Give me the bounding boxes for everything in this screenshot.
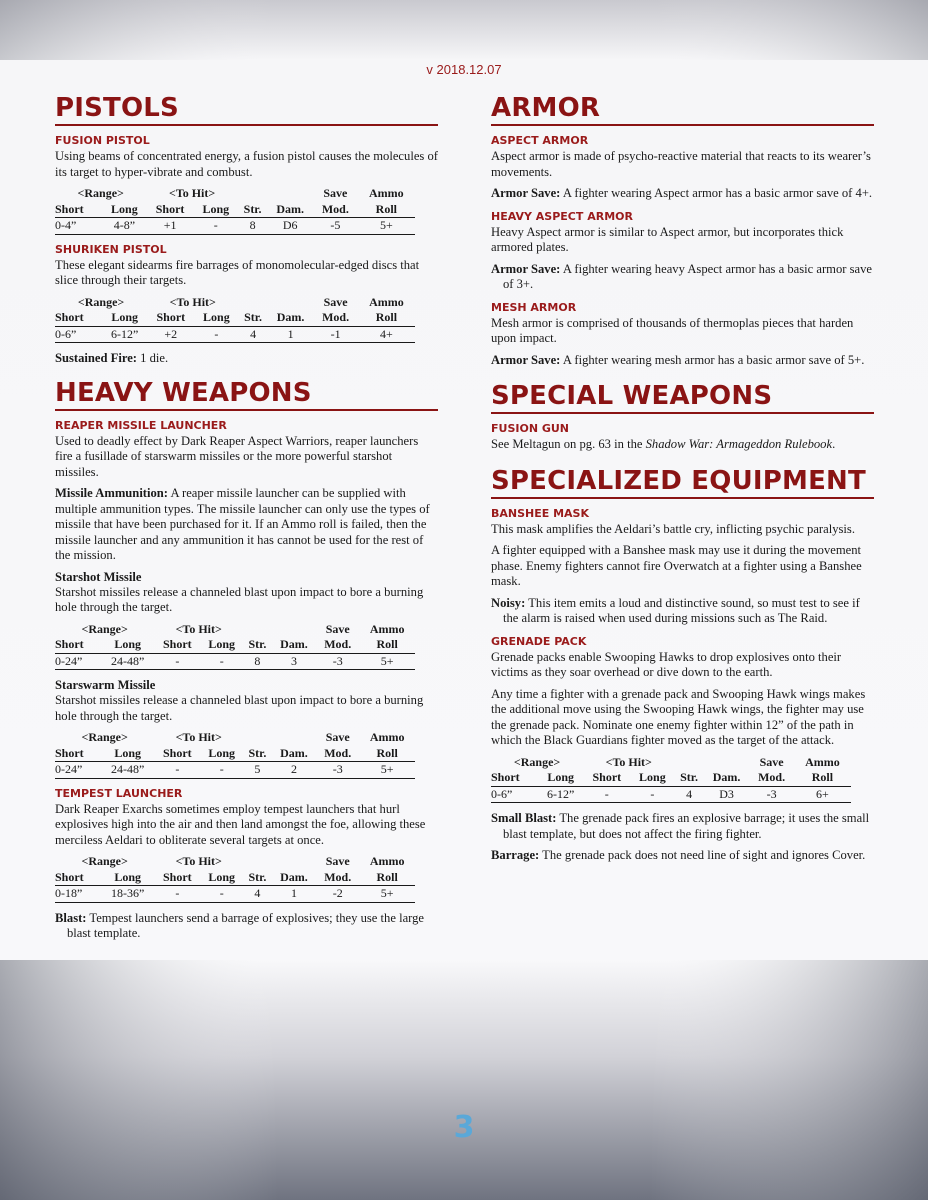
section-title-special-weapons: SPECIAL WEAPONS [491, 380, 874, 414]
stat-row: 0-6” 6-12” - - 4 D3 -3 6+ [491, 786, 851, 803]
weapon-name: SHURIKEN PISTOL [55, 242, 167, 256]
equipment-name: BANSHEE MASK [491, 506, 589, 520]
col-long: Long [194, 202, 238, 218]
special-rule: Missile Ammunition: A reaper missile launcher can be supplied with multiple ammunition types. The missile launcher can only use the types of missile that have been purchased for it. If an Ammo roll is failed, then the missile launcher and any ammunition it has cannot be used for the rest of the mission. [55, 486, 430, 562]
to-hit-header: ˂To Hit˃ [168, 186, 216, 200]
col-mod: Mod. [313, 202, 358, 218]
armor-description: Aspect armor is made of psycho-reactive material that reacts to its wearer’s movements. [491, 149, 871, 179]
special-rule: Noisy: This item emits a loud and distinctive sound, so must test to see if the alarm is raised when used during missions such as The Raid. [491, 595, 860, 625]
equipment-description: A fighter equipped with a Banshee mask may use it during the movement phase. Enemy fighters cannot fire Overwatch at a fighter using a Banshee mask. [491, 543, 862, 588]
weapon-name: TEMPEST LAUNCHER [55, 786, 183, 800]
section-title-heavy-weapons: HEAVY WEAPONS [55, 377, 438, 411]
stat-row: 0-4” 4-8” +1 - 8 D6 -5 5+ [55, 218, 415, 235]
page-number: 3 [453, 1110, 475, 1145]
weapon-description: These elegant sidearms fire barrages of monomolecular-edged discs that slice through their targets. [55, 257, 420, 287]
col-short: Short [55, 202, 102, 218]
ammo-type-title: Starswarm Missile [55, 678, 156, 692]
section-title-armor: ARMOR [491, 92, 874, 126]
left-column [55, 92, 438, 948]
col-str: Str. [238, 202, 268, 218]
range-header: ˂Range˃ [77, 186, 124, 200]
col-long: Long [102, 202, 146, 218]
weapon-name: FUSION GUN [491, 422, 570, 435]
special-rule: Barrage: The grenade pack does not need line of sight and ignores Cover. [491, 848, 866, 862]
col-roll: Roll [358, 202, 415, 218]
stat-table: ˂Range˃ ˂To Hit˃ Save Ammo Short Long Short Long Str. Dam. Mod. Roll 0-18” 18-36” - - 4 1 -2 5+ [55, 854, 415, 903]
armor-name: ASPECT ARMOR [491, 134, 589, 147]
stat-table: ˂Range˃ ˂To Hit˃ Save Ammo Short Long Short Long Str. Dam. Mod. Roll 0-6” 6-12” +2 - 4 1 -1 4+ [55, 295, 415, 344]
armor-save-rule: Armor Save: A fighter wearing Aspect armor has a basic armor save of 4+. [491, 186, 873, 200]
ammo-type-title: Starshot Missile [55, 569, 142, 584]
stat-row: 0-6” 6-12” +2 - 4 1 -1 4+ [55, 326, 415, 343]
special-rule: Blast: Tempest launchers send a barrage of explosives; they use the large blast template. [55, 910, 425, 940]
stat-table [55, 186, 415, 235]
col-short: Short [146, 202, 193, 218]
armor-save-rule: Armor Save: A fighter wearing mesh armor has a basic armor save of 5+. [491, 352, 865, 367]
section-title-specialized-equipment: SPECIALIZED EQUIPMENT [491, 465, 874, 499]
stat-row: 0-24” 24-48” - - 5 2 -3 5+ [55, 762, 415, 779]
stat-table: ˂Range˃ ˂To Hit˃ Save Ammo Short Long Short Long Str. Dam. Mod. Roll 0-24” 24-48” - - 5 2 -3 5+ [55, 730, 415, 779]
stat-table: ˂Range˃ ˂To Hit˃ Save Ammo Short Long Short Long Str. Dam. Mod. Roll 0-6” 6-12” - - 4 D3 -3 6+ [491, 755, 851, 804]
armor-description: Heavy Aspect armor is similar to Aspect armor, but incorporates thick armored plates. [491, 224, 844, 254]
weapon-name: REAPER MISSILE LAUNCHER [55, 418, 227, 432]
special-rule: Small Blast: The grenade pack fires an explosive barrage; it uses the small blast template, but does not affect the firing fighter. [491, 811, 870, 841]
equipment-description: Grenade packs enable Swooping Hawks to drop explosives onto their victims as they soar overhead or dive down to the earth. [491, 649, 842, 679]
col-dam: Dam. [267, 202, 313, 218]
ammo-header: Ammo [368, 186, 404, 200]
armor-save-rule: Armor Save: A fighter wearing heavy Aspect armor has a basic armor save of 3+. [491, 261, 872, 291]
stat-row: 0-18” 18-36” - - 4 1 -2 5+ [55, 886, 415, 903]
ammo-type-description: Starshot missiles release a channeled blast upon impact to bore a burning hole through the target. [55, 584, 424, 614]
save-header: Save [323, 186, 348, 200]
armor-name: HEAVY ASPECT ARMOR [491, 209, 633, 223]
stat-table: ˂Range˃ ˂To Hit˃ Save Ammo Short Long Short Long Str. Dam. Mod. Roll 0-24” 24-48” - - 8 3 -3 5+ [55, 622, 415, 671]
armor-name: MESH ARMOR [491, 300, 577, 314]
stat-row: 0-24” 24-48” - - 8 3 -3 5+ [55, 653, 415, 670]
equipment-name: GRENADE PACK [491, 634, 587, 648]
weapon-description: Used to deadly effect by Dark Reaper Aspect Warriors, reaper launchers fire a fusillade of starswarm missiles or the more powerful starshot missiles. [55, 433, 419, 479]
weapon-description: Using beams of concentrated energy, a fusion pistol causes the molecules of its target to hyper-vibrate and combust. [55, 149, 438, 179]
equipment-description: Any time a fighter with a grenade pack and Swooping Hawk wings makes the additional move using the Swooping Hawk wings, the fighter may use the grenade pack. Nominate one enemy fighter within 12” of the path in which the Black Guardians fighter moved as the target of the attack. [491, 686, 866, 747]
section-title-pistols: PISTOLS [55, 92, 438, 126]
weapon-description: See Meltagun on pg. 63 in the Shadow War: Armageddon Rulebook. [491, 437, 836, 451]
special-rule: Sustained Fire: 1 die. [55, 351, 169, 365]
ammo-type-description: Starshot missiles release a channeled blast upon impact to bore a burning hole through the target. [55, 693, 424, 723]
weapon-name: FUSION PISTOL [55, 134, 150, 147]
right-column [491, 92, 874, 870]
weapon-description: Dark Reaper Exarchs sometimes employ tempest launchers that hurl explosives high into the air and then land amongst the foe, allowing these merciless Aeldari to obliterate several targets at once. [55, 801, 426, 847]
armor-description: Mesh armor is comprised of thousands of thermoplas pieces that harden upon impact. [491, 315, 854, 345]
equipment-description: This mask amplifies the Aeldari’s battle cry, inflicting psychic paralysis. [491, 521, 855, 536]
version-label: v 2018.12.07 [426, 62, 502, 77]
